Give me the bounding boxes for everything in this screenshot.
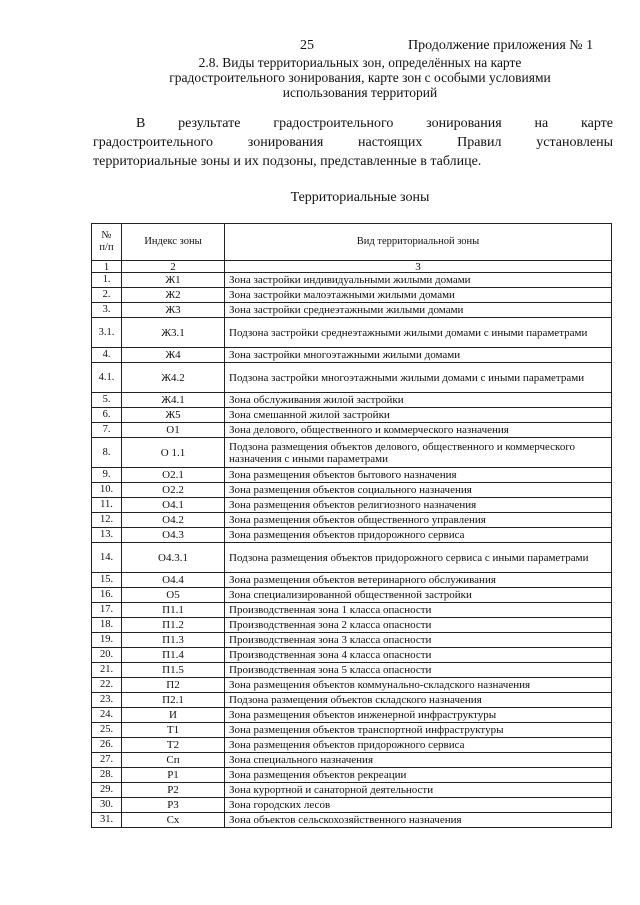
- zone-index: О4.3: [122, 528, 225, 543]
- zone-index: О4.2: [122, 513, 225, 528]
- table-row: [92, 363, 612, 393]
- column-number: 1: [92, 261, 122, 273]
- zone-index: О 1.1: [122, 438, 225, 468]
- zone-name: Подзона размещения объектов складского назначения: [225, 693, 612, 708]
- table-row: [92, 708, 612, 723]
- zone-name: Производственная зона 1 класса опасности: [225, 603, 612, 618]
- row-number: 6.: [92, 408, 122, 423]
- zone-name: Зона застройки индивидуальными жилыми домами: [225, 273, 612, 288]
- zone-name: Подзона застройки многоэтажными жилыми домами с иными параметрами: [225, 363, 612, 393]
- section-title-line: градостроительного зонирования, карте зон с особыми условиями: [169, 70, 551, 85]
- header-number-abbrev: п/п: [99, 242, 114, 253]
- row-number: 4.: [92, 348, 122, 363]
- header-number-symbol: №: [101, 230, 112, 241]
- zone-name: Зона размещения объектов социального назначения: [225, 483, 612, 498]
- intro-word: В: [136, 116, 146, 131]
- zone-index: П1.5: [122, 663, 225, 678]
- row-number: 18.: [92, 618, 122, 633]
- zone-name: Зона специального назначения: [225, 753, 612, 768]
- row-number: 3.: [92, 303, 122, 318]
- zone-index: О5: [122, 588, 225, 603]
- zone-index: Ж5: [122, 408, 225, 423]
- zone-index: О2.2: [122, 483, 225, 498]
- row-number: 31.: [92, 813, 122, 828]
- intro-line: [93, 114, 613, 133]
- row-number: 22.: [92, 678, 122, 693]
- territorial-zones-table: [91, 223, 612, 828]
- zone-name: Производственная зона 5 класса опасности: [225, 663, 612, 678]
- row-number: 1.: [92, 273, 122, 288]
- intro-paragraph: [93, 114, 613, 171]
- zone-name: Зона размещения объектов коммунально-складского назначения: [225, 678, 612, 693]
- section-title-line: 2.8. Виды территориальных зон, определённых на карте: [198, 55, 522, 70]
- zone-name: Зона специализированной общественной застройки: [225, 588, 612, 603]
- intro-word: градостроительного: [93, 135, 214, 150]
- zone-name: Зона смешанной жилой застройки: [225, 408, 612, 423]
- column-number: 3: [225, 261, 612, 273]
- zone-name: Зона размещения объектов общественного управления: [225, 513, 612, 528]
- header-zone-index: Индекс зоны: [122, 224, 225, 261]
- table-row: [92, 753, 612, 768]
- header-zone-type: Вид территориальной зоны: [225, 224, 612, 261]
- zone-index: О1: [122, 423, 225, 438]
- row-number: 4.1.: [92, 363, 122, 393]
- zone-index: Ж4.2: [122, 363, 225, 393]
- row-number: 25.: [92, 723, 122, 738]
- table-row: [92, 573, 612, 588]
- intro-word: Правил: [457, 135, 502, 150]
- row-number: 10.: [92, 483, 122, 498]
- zone-index: Ж3.1: [122, 318, 225, 348]
- zone-index: О4.3.1: [122, 543, 225, 573]
- table-row: [92, 408, 612, 423]
- zone-name: Зона размещения объектов транспортной инфраструктуры: [225, 723, 612, 738]
- intro-word: установлены: [536, 135, 613, 150]
- row-number: 2.: [92, 288, 122, 303]
- zone-index: Р1: [122, 768, 225, 783]
- row-number: 29.: [92, 783, 122, 798]
- zone-name: Зона застройки среднеэтажными жилыми домами: [225, 303, 612, 318]
- zone-name: Зона объектов сельскохозяйственного назначения: [225, 813, 612, 828]
- table-row: [92, 303, 612, 318]
- table-row: [92, 288, 612, 303]
- table-row: [92, 723, 612, 738]
- zone-index: Т2: [122, 738, 225, 753]
- intro-word: на: [534, 116, 549, 131]
- row-number: 3.1.: [92, 318, 122, 348]
- intro-line: [93, 133, 613, 152]
- zone-index: О4.4: [122, 573, 225, 588]
- page-number: 25: [300, 38, 314, 53]
- row-number: 14.: [92, 543, 122, 573]
- zone-index: Р2: [122, 783, 225, 798]
- zone-name: Производственная зона 3 класса опасности: [225, 633, 612, 648]
- zone-index: И: [122, 708, 225, 723]
- zone-index: П1.4: [122, 648, 225, 663]
- intro-word: карте: [581, 116, 613, 131]
- zone-index: Сх: [122, 813, 225, 828]
- intro-word: градостроительного: [273, 116, 394, 131]
- intro-word: зонирования: [247, 135, 324, 150]
- row-number: 11.: [92, 498, 122, 513]
- zone-name: Зона курортной и санаторной деятельности: [225, 783, 612, 798]
- table-row: [92, 318, 612, 348]
- row-number: 21.: [92, 663, 122, 678]
- zone-index: П2: [122, 678, 225, 693]
- row-number: 12.: [92, 513, 122, 528]
- row-number: 5.: [92, 393, 122, 408]
- table-row: [92, 483, 612, 498]
- row-number: 13.: [92, 528, 122, 543]
- table-row: [92, 768, 612, 783]
- zone-name: Зона обслуживания жилой застройки: [225, 393, 612, 408]
- row-number: 26.: [92, 738, 122, 753]
- table-row: [92, 468, 612, 483]
- zone-name: Подзона размещения объектов придорожного сервиса с иными параметрами: [225, 543, 612, 573]
- table-row: [92, 348, 612, 363]
- zone-index: Т1: [122, 723, 225, 738]
- table-caption: Территориальные зоны: [290, 190, 430, 205]
- header-number: [92, 224, 122, 261]
- zone-name: Производственная зона 4 класса опасности: [225, 648, 612, 663]
- zone-name: Зона делового, общественного и коммерческого назначения: [225, 423, 612, 438]
- zone-name: Зона размещения объектов инженерной инфраструктуры: [225, 708, 612, 723]
- row-number: 20.: [92, 648, 122, 663]
- zone-index: П2.1: [122, 693, 225, 708]
- table-body: [92, 273, 612, 828]
- zone-name: Зона застройки многоэтажными жилыми домами: [225, 348, 612, 363]
- zone-name: Подзона размещения объектов делового, общественного и коммерческого назначения с иными параметрами: [225, 438, 612, 468]
- zone-name: Зона размещения объектов бытового назначения: [225, 468, 612, 483]
- row-number: 15.: [92, 573, 122, 588]
- zone-index: Ж3: [122, 303, 225, 318]
- table-row: [92, 678, 612, 693]
- intro-word: результате: [178, 116, 241, 131]
- table-row: [92, 783, 612, 798]
- row-number: 8.: [92, 438, 122, 468]
- section-title: [110, 55, 610, 100]
- column-numbering-row: [92, 261, 612, 273]
- zone-name: Зона застройки малоэтажными жилыми домами: [225, 288, 612, 303]
- zone-name: Производственная зона 2 класса опасности: [225, 618, 612, 633]
- table-row: [92, 393, 612, 408]
- table-row: [92, 588, 612, 603]
- zone-index: П1.2: [122, 618, 225, 633]
- table-row: [92, 633, 612, 648]
- table-header-row: [92, 224, 612, 261]
- appendix-continuation-label: Продолжение приложения № 1: [408, 38, 594, 53]
- row-number: 24.: [92, 708, 122, 723]
- table-row: [92, 693, 612, 708]
- zone-index: Ж4.1: [122, 393, 225, 408]
- row-number: 30.: [92, 798, 122, 813]
- column-number: 2: [122, 261, 225, 273]
- zone-name: Зона размещения объектов придорожного сервиса: [225, 738, 612, 753]
- row-number: 19.: [92, 633, 122, 648]
- table-row: [92, 663, 612, 678]
- zone-index: Ж4: [122, 348, 225, 363]
- table-row: [92, 273, 612, 288]
- row-number: 23.: [92, 693, 122, 708]
- intro-line: территориальные зоны и их подзоны, представленные в таблице.: [93, 154, 482, 169]
- zone-name: Зона размещения объектов рекреации: [225, 768, 612, 783]
- zone-index: О2.1: [122, 468, 225, 483]
- zone-name: Подзона застройки среднеэтажными жилыми домами с иными параметрами: [225, 318, 612, 348]
- intro-word: зонирования: [426, 116, 502, 131]
- zone-name: Зона городских лесов: [225, 798, 612, 813]
- zone-index: О4.1: [122, 498, 225, 513]
- table-row: [92, 423, 612, 438]
- row-number: 27.: [92, 753, 122, 768]
- row-number: 28.: [92, 768, 122, 783]
- table-row: [92, 618, 612, 633]
- row-number: 7.: [92, 423, 122, 438]
- zone-index: Р3: [122, 798, 225, 813]
- table-row: [92, 648, 612, 663]
- zone-index: Ж2: [122, 288, 225, 303]
- section-title-line: использования территорий: [282, 85, 438, 100]
- table-row: [92, 603, 612, 618]
- row-number: 9.: [92, 468, 122, 483]
- table-row: [92, 438, 612, 468]
- row-number: 16.: [92, 588, 122, 603]
- table-row: [92, 543, 612, 573]
- intro-word: настоящих: [358, 135, 423, 150]
- table-row: [92, 528, 612, 543]
- zone-name: Зона размещения объектов ветеринарного обслуживания: [225, 573, 612, 588]
- table-row: [92, 738, 612, 753]
- zone-index: П1.3: [122, 633, 225, 648]
- zone-index: Ж1: [122, 273, 225, 288]
- zone-name: Зона размещения объектов придорожного сервиса: [225, 528, 612, 543]
- table-row: [92, 813, 612, 828]
- zone-index: Сп: [122, 753, 225, 768]
- row-number: 17.: [92, 603, 122, 618]
- zone-index: П1.1: [122, 603, 225, 618]
- table-row: [92, 798, 612, 813]
- table-row: [92, 498, 612, 513]
- zone-name: Зона размещения объектов религиозного назначения: [225, 498, 612, 513]
- table-row: [92, 513, 612, 528]
